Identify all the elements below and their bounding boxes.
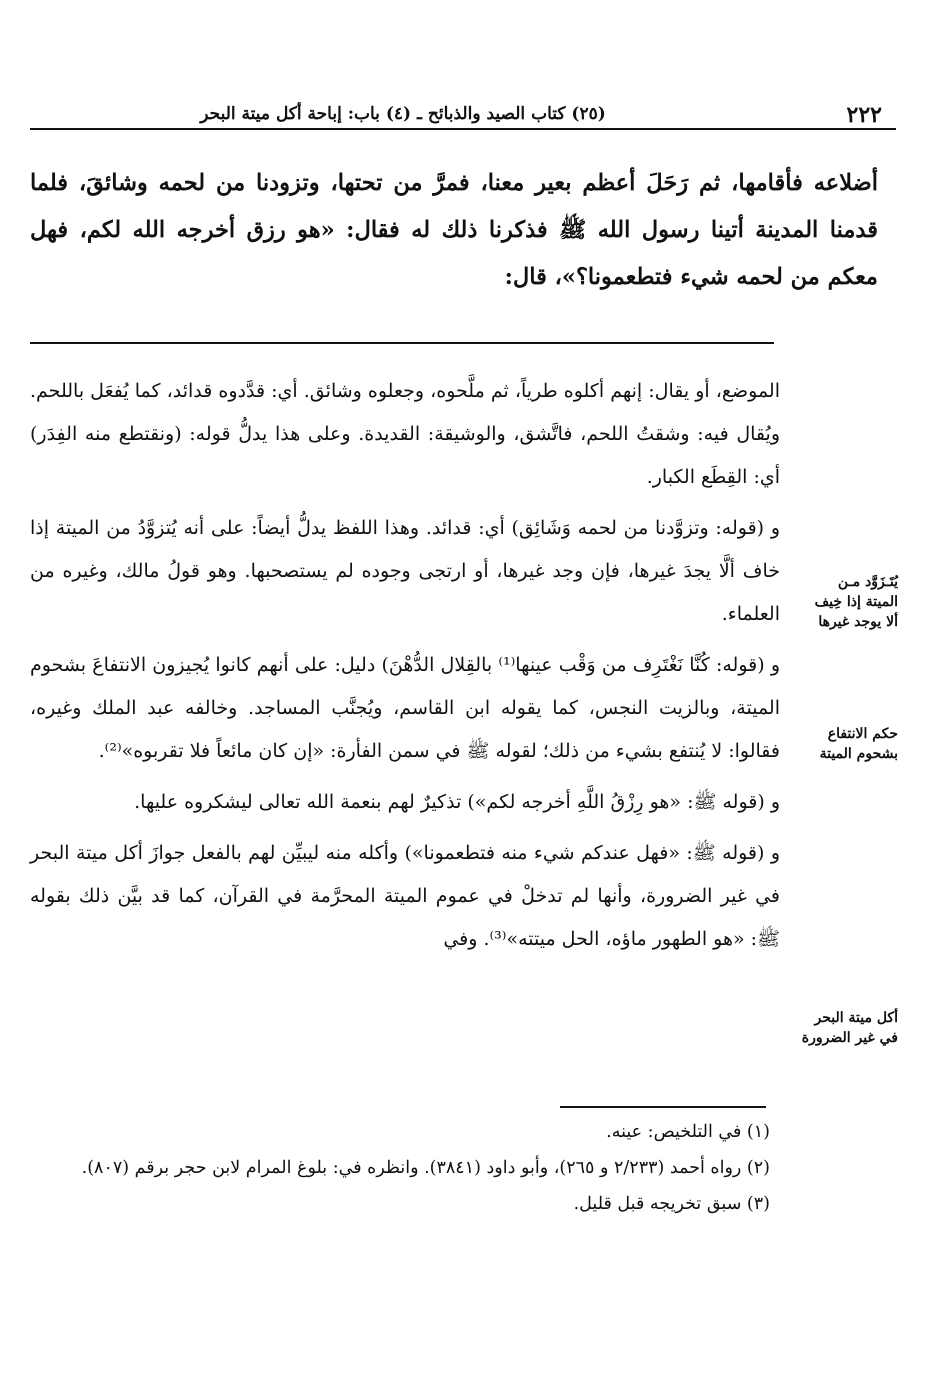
margin-note-fat-use xyxy=(820,724,898,764)
commentary-paragraph: و (قوله ﷺ: «فهل عندكم شيء منه فتطعمونا») وأكله منه ليبيِّن لهم بالفعل جوازَ أكل ميتة البحر في غير الضرورة، وأنها لم تدخلْ في عموم الميتة المحرَّمة في القرآن، كما قد بيَّن ذلك بقوله ﷺ: «هو الطهور ماؤه، الحل ميتته»⁽³⁾. وفي xyxy=(30,842,780,950)
margin-note-sea-carrion xyxy=(802,1008,898,1048)
commentary-paragraph: و (قوله ﷺ: «هو رِزْقُ اللَّهِ أخرجه لكم») تذكيرٌ لهم بنعمة الله تعالى ليشكروه عليها. xyxy=(134,791,780,813)
margin-note-line: حكم الانتفاع xyxy=(827,726,898,742)
margin-note-provisions xyxy=(815,572,898,632)
commentary-paragraph: و (قوله: وتزوَّدنا من لحمه وَشَائِق) أي: قدائد. وهذا اللفظ يدلُّ أيضاً: على أنه يُتزوَّدُ من الميتة إذا خاف ألَّا يجدَ غيرها، فإن وجد غيرها، أو ارتجى وجوده لم يستصحبها. وهو قولُ مالك، وغيره من العلماء. xyxy=(30,517,780,625)
margin-note-line: الميتة إذا خِيف xyxy=(814,594,898,610)
commentary xyxy=(30,370,780,961)
running-title: (٢٥) كتاب الصيد والذبائح ـ (٤) باب: إباحة أكل ميتة البحر xyxy=(200,104,606,124)
footnotes xyxy=(30,1114,770,1222)
commentary-paragraph: الموضع، أو يقال: إنهم أكلوه طرياً، ثم ملَّحوه، وجعلوه وشائق. أي: قدَّدوه قدائد، كما يُفعَل باللحم. ويُقال فيه: وشقتُ اللحم، فاتَّشق، والوشيقة: القديدة. وعلى هذا يدلُّ قوله: (ونقتطع منه الفِدَر) أي: القِطَع الكبار. xyxy=(30,380,780,488)
footnote: (٢) رواه أحمد (٢/٢٣٣ و ٢٦٥)، وأبو داود (٣٨٤١). وانظره في: بلوغ المرام لابن حجر برقم (٨٠٧). xyxy=(81,1158,770,1178)
margin-note-line: بشحوم الميتة xyxy=(819,746,898,762)
margin-note-line: في غير الضرورة xyxy=(801,1030,898,1046)
header-divider xyxy=(30,128,896,130)
text-commentary-divider xyxy=(30,342,774,344)
margin-note-line: أكل ميتة البحر xyxy=(814,1010,898,1026)
page-number: ٢٢٢ xyxy=(846,102,882,128)
margin-note-line: ألا يوجد غيرها xyxy=(818,614,898,630)
hadith-text: أضلاعه فأقامها، ثم رَحَلَ أعظم بعير معنا، فمرَّ من تحتها، وتزودنا من لحمه وشائقَ، فلما قدمنا المدينة أتينا رسول الله ﷺ فذكرنا ذلك له فقال: «هو رزق أخرجه الله لكم، فهل معكم من لحمه شيء فتطعمونا؟»، قال: xyxy=(30,170,878,290)
footnote-divider xyxy=(560,1106,766,1108)
commentary-paragraph: و (قوله: كُنَّا نَغْتَرِف من وَقْب عينها⁽¹⁾ بالقِلال الدُّهْنَ) دليل: على أنهم كانوا يُجيزون الانتفاعَ بشحوم الميتة، وبالزيت النجس، كما يقوله ابن القاسم، ويُجنَّب المساجد. وخالفه عبد الملك وغيره، فقالوا: لا يُنتفع بشيء من ذلك؛ لقوله ﷺ في سمن الفأرة: «إن كان مائعاً فلا تقربوه»⁽²⁾. xyxy=(30,654,780,762)
margin-note-line: يُتَـزَوَّد مـن xyxy=(837,574,898,590)
footnote: (٣) سبق تخريجه قبل قليل. xyxy=(573,1194,770,1214)
footnote: (١) في التلخيص: عينه. xyxy=(606,1122,770,1142)
running-header xyxy=(30,100,896,130)
